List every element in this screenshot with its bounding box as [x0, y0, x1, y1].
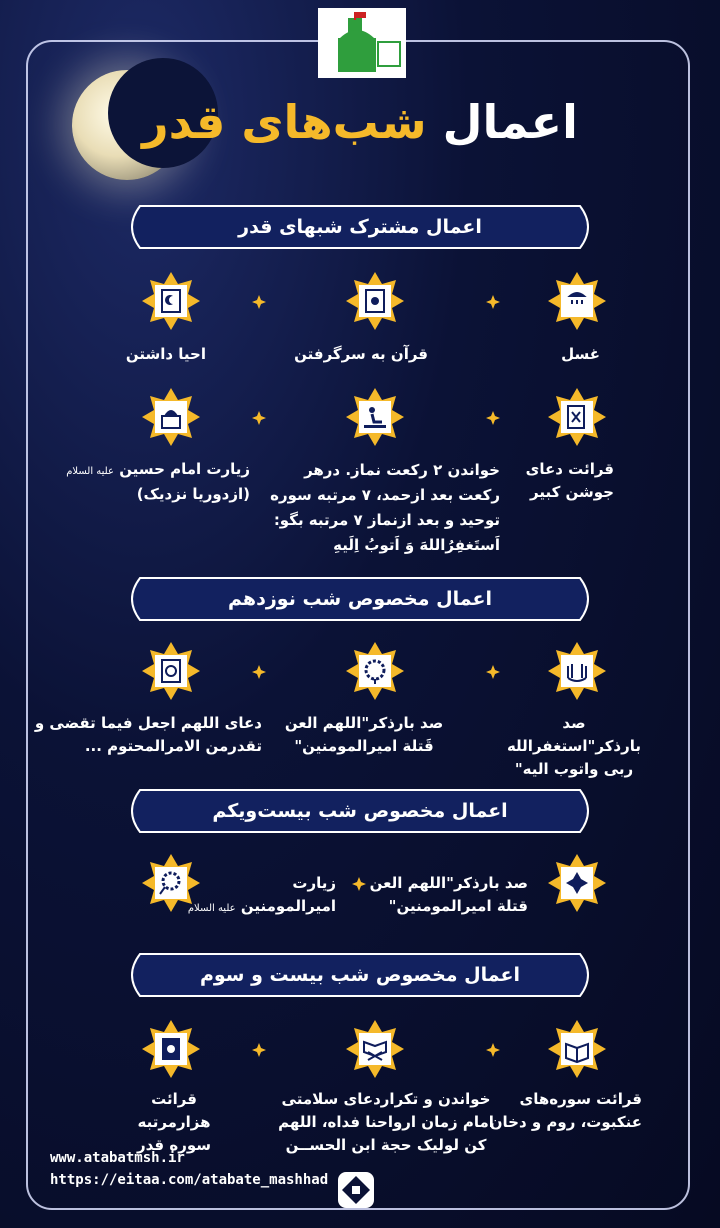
section-banner-21st: اعمال مخصوص شب بیست‌ویکم [120, 786, 600, 836]
open-hands-icon [546, 640, 608, 702]
quran-icon [344, 270, 406, 332]
item-vigil: احیا داشتن [125, 345, 206, 363]
separator-dot [486, 664, 500, 678]
separator-dot [252, 294, 266, 308]
shrine-logo [318, 8, 406, 78]
prayer-book-icon [546, 386, 608, 448]
section-banner-19th: اعمال مخصوص شب نوزدهم [120, 574, 600, 624]
item-lanat-19: صد بارذکر"اللهم العن قَتلة امیرالمومنین" [284, 714, 444, 755]
item-istighfar: صد بارذکر"استغفرالله ربی واتوب الیه" [506, 714, 642, 778]
separator-dot [352, 876, 366, 890]
item-two-rakat-prayer: خواندن ۲ رکعت نماز. درهر رکعت بعد ازحمد، ۷ مرتبه سوره توحید و بعد ازنماز ۷ مرتبه بگو: اَستَغفِرُاللهَ وَ اَتوبُ اِلَیهِ [270, 461, 500, 554]
separator-dot [486, 1042, 500, 1056]
separator-dot [486, 294, 500, 308]
item-dua-salamati: خواندن و تکراردعای سلامتی امام زمان ارواحنا فداه، اللهم کن لولیک حجة ابن الحســن [278, 1090, 494, 1154]
night-book-icon [140, 270, 202, 332]
section-banner-common: اعمال مشترک شبهای قدر [120, 202, 600, 252]
section-banner-23rd: اعمال مخصوص شب بیست و سوم [120, 950, 600, 1000]
item-surah-ankabut: قرائت سوره‌های عنکبوت، روم و دخان [489, 1090, 642, 1131]
separator-dot [252, 410, 266, 424]
praying-person-icon [344, 386, 406, 448]
dua-book-icon [140, 640, 202, 702]
page-title: اعمال شب‌های قدر [142, 95, 578, 149]
website-link[interactable]: www.atabatmsh.ir [50, 1150, 185, 1166]
item-ghusl: غسل [561, 345, 600, 363]
shrine-icon [140, 386, 202, 448]
item-surah-qadr: قرائت هزارمرتبه سوره قدر [137, 1090, 211, 1154]
shower-icon [546, 270, 608, 332]
star-emblem-icon [546, 852, 608, 914]
brand-logo [334, 1168, 378, 1212]
separator-dot [252, 664, 266, 678]
item-dua-allahumma: دعای اللهم اجعل فیما تقضی و تقدرمن الامرالمحتوم ... [34, 714, 262, 755]
open-quran-icon [546, 1018, 608, 1080]
item-quran-head: قرآن به سرگرفتن [294, 345, 428, 363]
item-lanat-21: صد بارذکر"اللهم العن قتلة امیرالمومنین" [369, 874, 528, 915]
eitaa-link[interactable]: https://eitaa.com/atabate_mashhad [50, 1172, 329, 1188]
separator-dot [486, 410, 500, 424]
item-ziarat-hussein: زیارت امام حسین علیه السلام (ازدوریا نزدیک) [66, 460, 250, 503]
quran-book-icon [140, 1018, 202, 1080]
separator-dot [252, 1042, 266, 1056]
item-ziarat-amir: زیارت امیرالمومنین علیه السلام [187, 874, 336, 915]
rosary-icon [344, 640, 406, 702]
book-stand-icon [344, 1018, 406, 1080]
item-joshan-kabir: قرائت دعای جوشن کبیر [525, 460, 614, 501]
